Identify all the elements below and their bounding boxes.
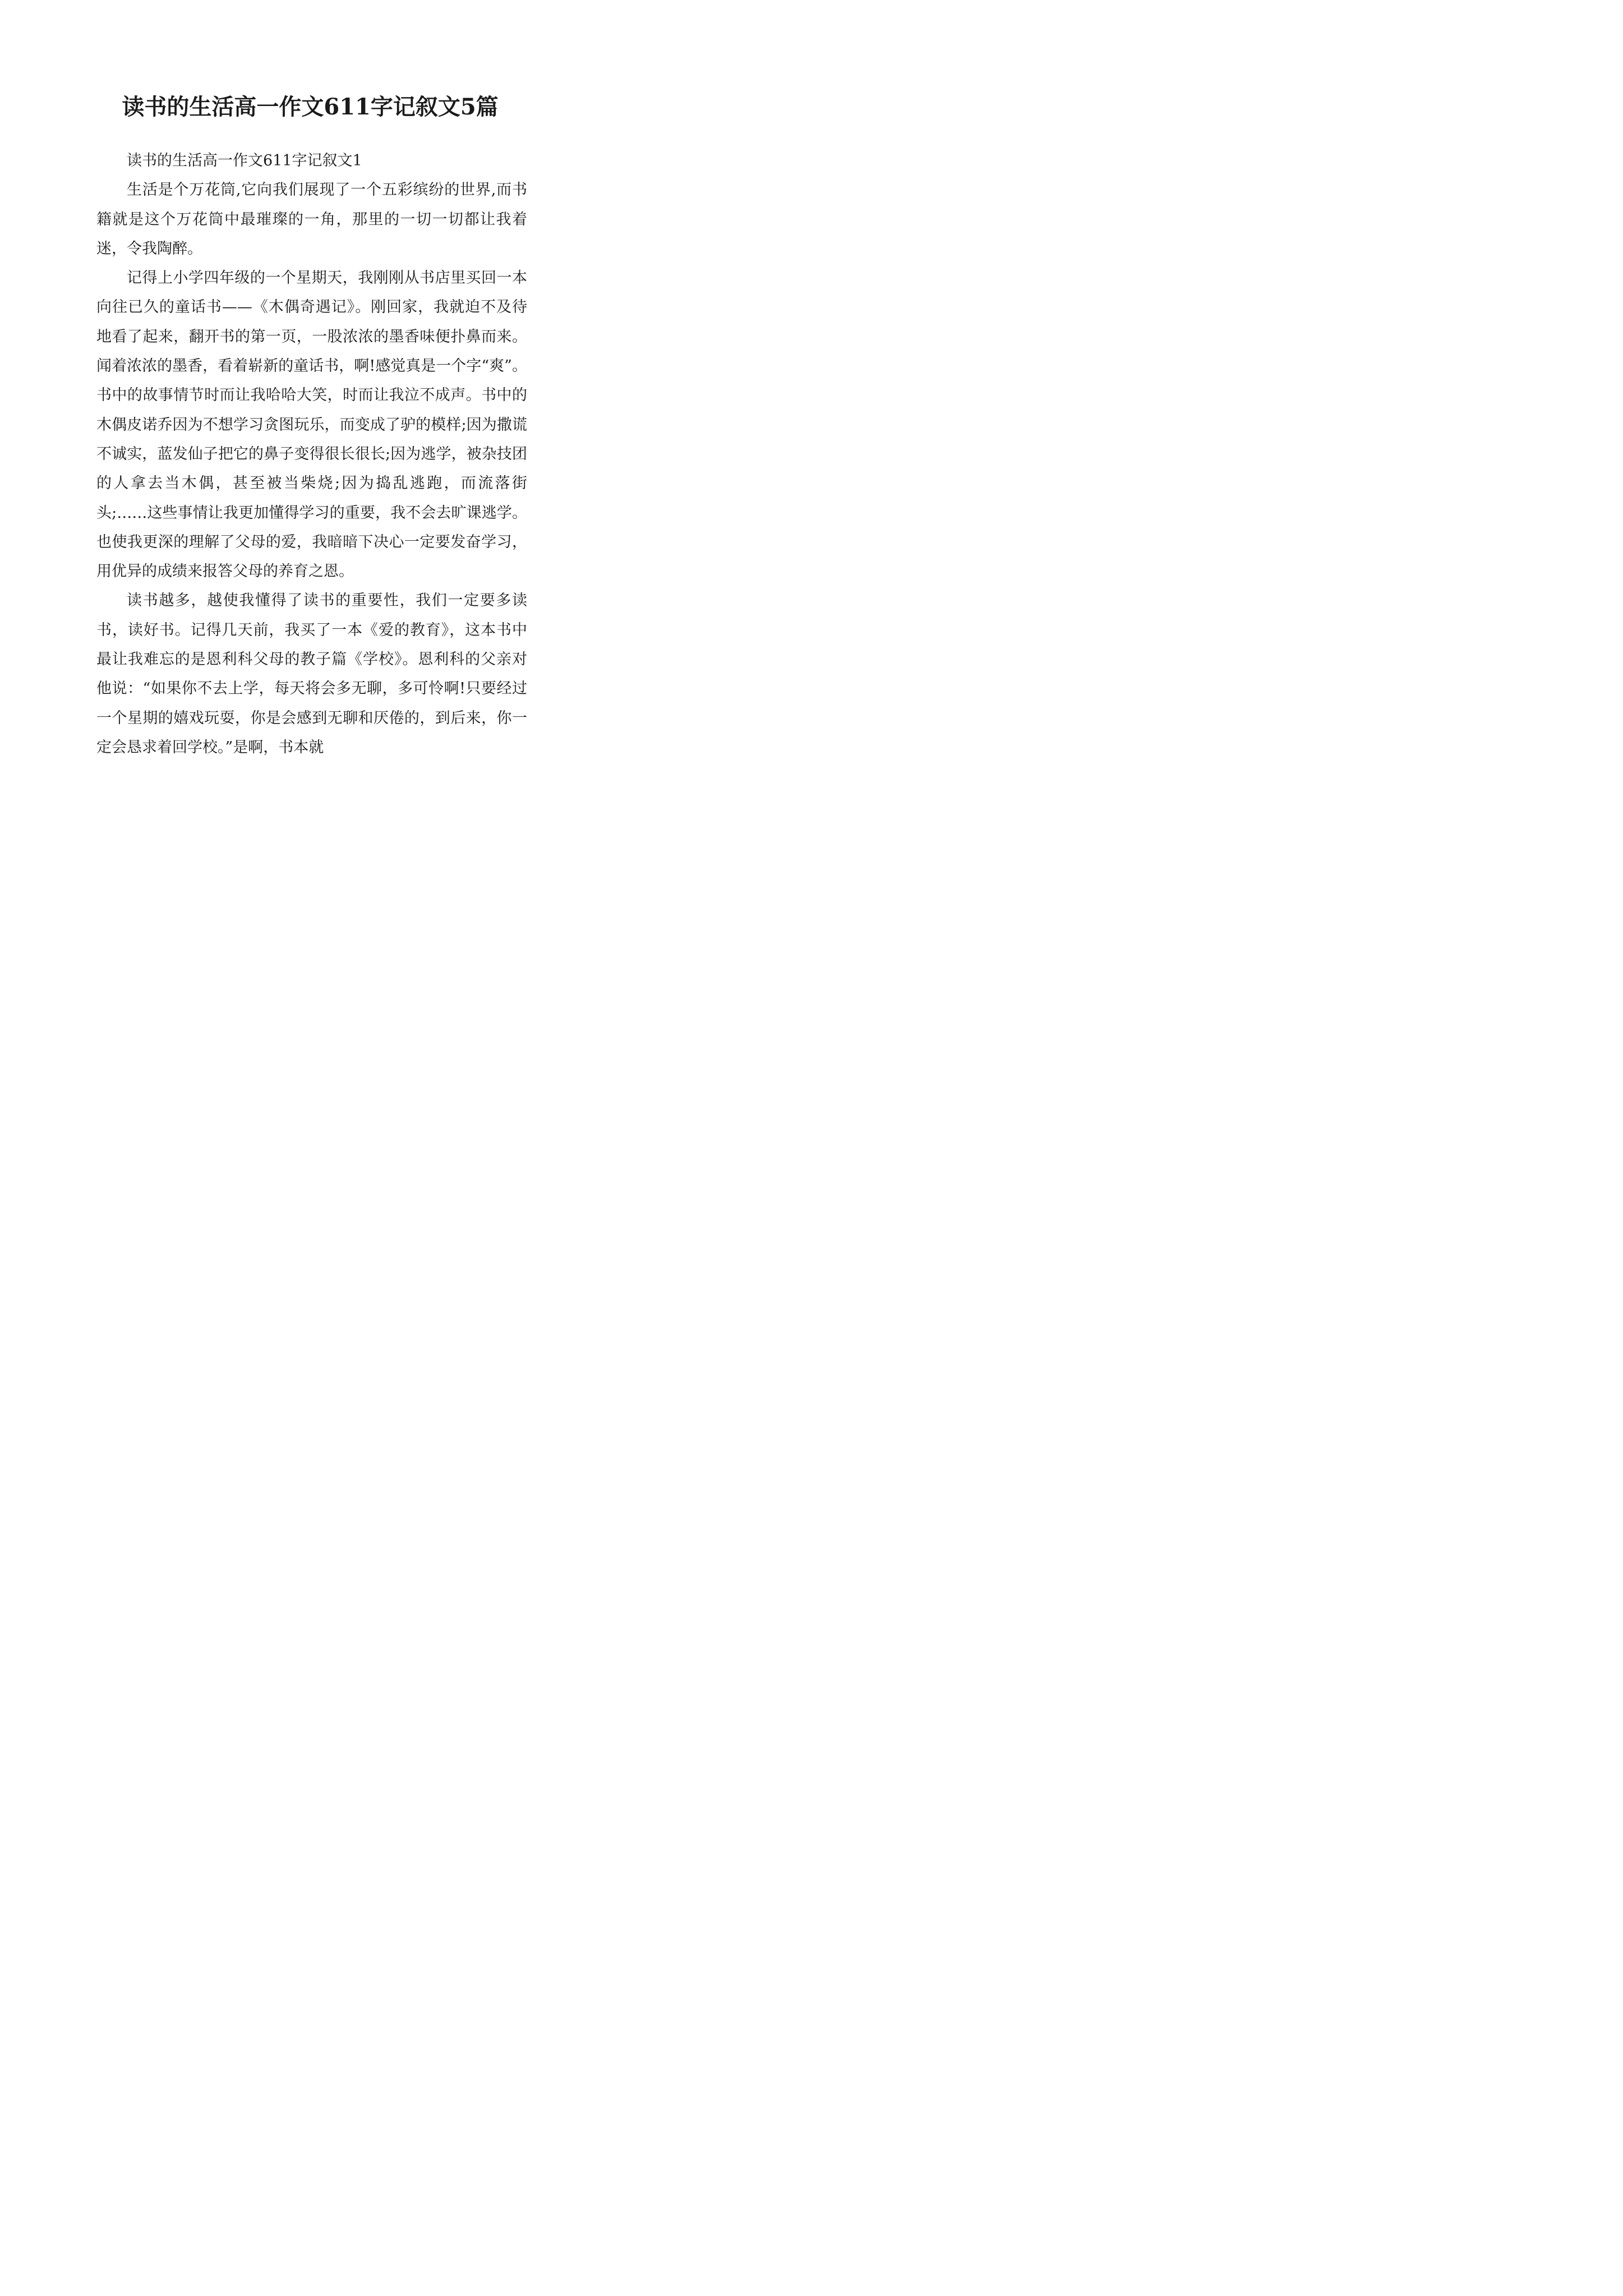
document-body xyxy=(96,146,527,762)
document-page xyxy=(0,0,620,877)
paragraph: 记得上小学四年级的一个星期天，我刚刚从书店里买回一本向往已久的童话书——《木偶奇遇记》。刚回家，我就迫不及待地看了起来，翻开书的第一页，一股浓浓的墨香味便扑鼻而来。闻着浓浓的墨香，看着崭新的童话书，啊!感觉真是一个字“爽”。书中的故事情节时而让我哈哈大笑，时而让我泣不成声。书中的木偶皮诺乔因为不想学习贪图玩乐，而变成了驴的模样;因为撒谎不诚实，蓝发仙子把它的鼻子变得很长很长;因为逃学，被杂技团的人拿去当木偶，甚至被当柴烧;因为捣乱逃跑，而流落街头;……这些事情让我更加懂得学习的重要，我不会去旷课逃学。也使我更深的理解了父母的爱，我暗暗下决心一定要发奋学习，用优异的成绩来报答父母的养育之恩。 xyxy=(96,269,527,581)
paragraph: 读书越多，越使我懂得了读书的重要性，我们一定要多读书，读好书。记得几天前，我买了一本《爱的教育》，这本书中最让我难忘的是恩利科父母的教子篇《学校》。恩利科的父亲对他说：“如果你不去上学，每天将会多无聊，多可怜啊!只要经过一个星期的嬉戏玩耍，你是会感到无聊和厌倦的，到后来，你一定会恳求着回学校。”是啊，书本就 xyxy=(96,592,527,756)
document-title: 读书的生活高一作文611字记叙文5篇 xyxy=(122,93,499,120)
paragraph: 生活是个万花筒,它向我们展现了一个五彩缤纷的世界,而书籍就是这个万花筒中最璀璨的一角，那里的一切一切都让我着迷，令我陶醉。 xyxy=(96,181,527,257)
section-heading: 读书的生活高一作文611字记叙文1 xyxy=(127,152,362,169)
